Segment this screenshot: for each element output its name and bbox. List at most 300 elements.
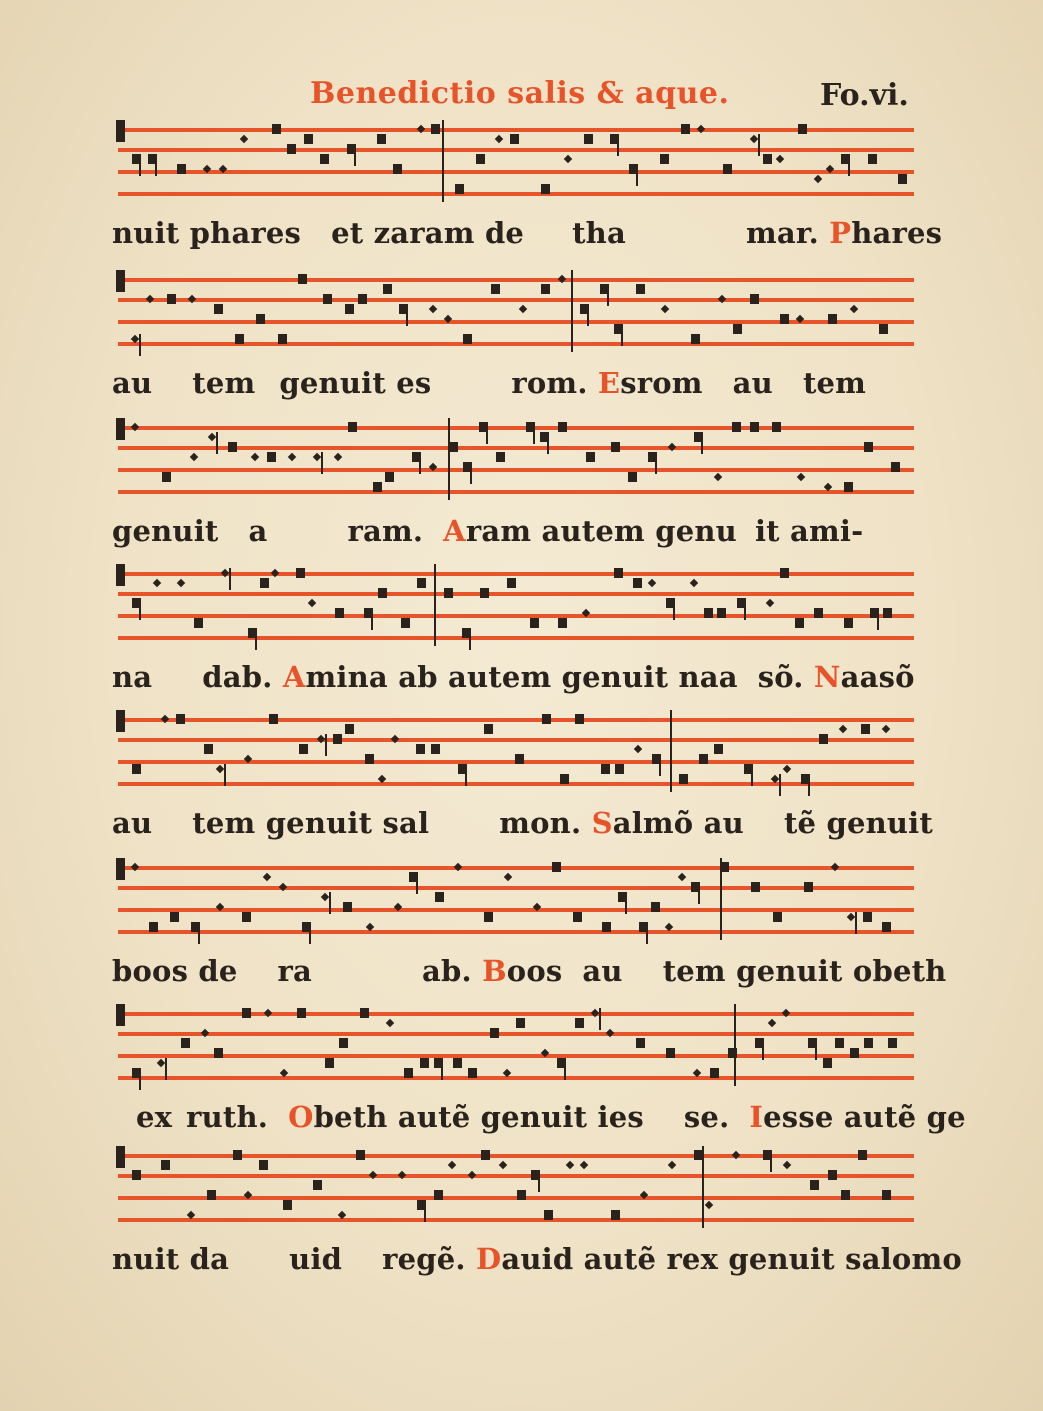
- neume: [768, 1019, 776, 1027]
- lyric-syllable: tẽ genuit: [783, 806, 933, 840]
- neume-stem: [625, 892, 627, 914]
- music-staff: [110, 858, 922, 948]
- neume-stem: [744, 598, 746, 620]
- lyric-line: [112, 216, 943, 250]
- neume: [516, 1018, 525, 1028]
- neume: [167, 294, 176, 304]
- neume: [287, 144, 296, 154]
- staff-line: [118, 128, 914, 132]
- neume: [751, 882, 760, 892]
- neume: [453, 1058, 462, 1068]
- neume: [435, 892, 444, 902]
- neume: [490, 1028, 499, 1038]
- neume: [278, 334, 287, 344]
- neume: [378, 775, 386, 783]
- neume: [558, 618, 567, 628]
- neume: [828, 1170, 837, 1180]
- staff-drawing: [110, 1146, 922, 1236]
- bar-line: [434, 564, 436, 646]
- neume: [404, 1068, 413, 1078]
- neume: [499, 1161, 507, 1169]
- neume-stem: [636, 164, 638, 186]
- neume-stem: [758, 134, 760, 156]
- neume: [714, 473, 722, 481]
- neume: [338, 1211, 346, 1219]
- staff-line: [118, 738, 914, 742]
- neume: [723, 164, 732, 174]
- bar-line: [571, 270, 573, 352]
- neume: [519, 305, 527, 313]
- neume-stem: [698, 882, 700, 904]
- neume: [763, 154, 772, 164]
- neume-stem: [646, 922, 648, 944]
- bar-line: [448, 418, 450, 500]
- neume: [888, 1038, 897, 1048]
- bar-line: [670, 710, 672, 792]
- neume: [242, 912, 251, 922]
- lyric-syllable: ab.: [422, 954, 472, 988]
- lyric-syllable: au: [732, 366, 773, 400]
- lyric-syllable: ram.: [347, 514, 424, 548]
- neume-stem: [815, 1038, 817, 1060]
- lyric-syllable: ex: [136, 1100, 173, 1134]
- clef-symbol: [116, 710, 125, 732]
- neume: [850, 305, 858, 313]
- neume-stem: [762, 1038, 764, 1060]
- neume: [386, 1019, 394, 1027]
- neume: [750, 422, 759, 432]
- neume-stem: [255, 628, 257, 650]
- rubric-initial: O: [288, 1100, 314, 1134]
- neume: [378, 588, 387, 598]
- neume: [681, 124, 690, 134]
- neume: [162, 472, 171, 482]
- neume: [694, 1150, 703, 1160]
- neume: [365, 754, 374, 764]
- neume: [771, 775, 779, 783]
- lyric-syllable: srom: [620, 366, 703, 400]
- neume: [431, 124, 440, 134]
- lyric-syllable: nuit da: [112, 1242, 230, 1276]
- neume: [157, 1059, 165, 1067]
- neume: [566, 1161, 574, 1169]
- lyric-syllable: boos de: [112, 954, 238, 988]
- neume: [804, 882, 813, 892]
- neume: [269, 714, 278, 724]
- neume-stem: [229, 568, 231, 590]
- lyric-syllable: tem genuit sal: [192, 806, 430, 840]
- neume-stem: [486, 422, 488, 444]
- lyric-syllable: nuit phares: [112, 216, 302, 250]
- staff-line: [118, 148, 914, 152]
- neume: [313, 1180, 322, 1190]
- neume: [611, 442, 620, 452]
- bar-line: [720, 858, 722, 940]
- neume: [214, 1048, 223, 1058]
- neume-stem: [416, 872, 418, 894]
- neume: [690, 579, 698, 587]
- neume: [420, 1058, 429, 1068]
- neume: [710, 1068, 719, 1078]
- neume: [824, 483, 832, 491]
- neume-stem: [354, 144, 356, 166]
- rubric-initial: B: [482, 954, 507, 988]
- neume: [510, 134, 519, 144]
- lyric-syllable: se.: [683, 1100, 730, 1134]
- staff-line: [118, 930, 914, 934]
- neume-stem: [547, 432, 549, 454]
- neume-stem: [139, 334, 141, 356]
- neume-stem: [139, 154, 141, 176]
- neume: [484, 724, 493, 734]
- neume: [882, 1190, 891, 1200]
- neume: [504, 873, 512, 881]
- neume: [636, 284, 645, 294]
- neume: [541, 184, 550, 194]
- neume: [345, 304, 354, 314]
- neume: [149, 922, 158, 932]
- staff-line: [118, 1054, 914, 1058]
- rubric-initial: A: [282, 660, 306, 694]
- neume: [177, 579, 185, 587]
- lyric-syllable: a: [248, 514, 268, 548]
- rubric-initial: D: [476, 1242, 502, 1276]
- staff-line: [118, 446, 914, 450]
- staff-line: [118, 636, 914, 640]
- lyric-syllable: genuit: [112, 514, 219, 548]
- neume-stem: [659, 754, 661, 776]
- neume: [242, 1008, 251, 1018]
- neume: [385, 472, 394, 482]
- lyric-line: [112, 1100, 966, 1134]
- staff-line: [118, 718, 914, 722]
- neume-stem: [533, 422, 535, 444]
- neume-stem: [139, 1068, 141, 1090]
- neume: [898, 174, 907, 184]
- staff-line: [118, 866, 914, 870]
- lyric-syllable: tem: [802, 366, 867, 400]
- lyric-line: [112, 366, 927, 400]
- neume: [636, 1038, 645, 1048]
- music-staff: [110, 1146, 922, 1236]
- neume: [783, 1161, 791, 1169]
- neume-stem: [419, 452, 421, 474]
- lyric-syllable: sõ.: [757, 660, 804, 694]
- lyric-syllable: et zaram de: [331, 216, 525, 250]
- neume: [153, 579, 161, 587]
- neume: [356, 1150, 365, 1160]
- neume: [858, 1150, 867, 1160]
- neume-stem: [848, 154, 850, 176]
- folio-number: Fo.vi.: [820, 78, 909, 113]
- neume-stem: [309, 922, 311, 944]
- neume: [575, 714, 584, 724]
- neume-stem: [198, 922, 200, 944]
- neume: [542, 714, 551, 724]
- neume-stem: [139, 598, 141, 620]
- staff-line: [118, 1032, 914, 1036]
- neume: [176, 714, 185, 724]
- neume: [651, 902, 660, 912]
- neume: [795, 618, 804, 628]
- neume: [797, 473, 805, 481]
- neume: [194, 618, 203, 628]
- neume: [401, 618, 410, 628]
- neume: [661, 305, 669, 313]
- neume: [615, 764, 624, 774]
- neume: [417, 578, 426, 588]
- neume: [233, 1150, 242, 1160]
- neume: [699, 754, 708, 764]
- neume: [495, 135, 503, 143]
- neume: [343, 902, 352, 912]
- neume: [660, 154, 669, 164]
- neume: [283, 1200, 292, 1210]
- neume: [260, 578, 269, 588]
- neume: [313, 453, 321, 461]
- lyric-syllable: ram autem genu: [465, 514, 737, 548]
- neume: [416, 744, 425, 754]
- rubric-initial: P: [829, 216, 852, 250]
- clef-symbol: [116, 120, 125, 142]
- neume: [835, 1038, 844, 1048]
- neume: [280, 1069, 288, 1077]
- neume-stem: [216, 432, 218, 454]
- neume-stem: [465, 764, 467, 786]
- lyric-syllable: tem genuit obeth: [662, 954, 947, 988]
- neume: [339, 1038, 348, 1048]
- staff-line: [118, 592, 914, 596]
- neume-stem: [406, 304, 408, 326]
- neume: [883, 608, 892, 618]
- staff-line: [118, 192, 914, 196]
- neume: [373, 482, 382, 492]
- neume: [573, 912, 582, 922]
- neume: [304, 134, 313, 144]
- neume: [772, 422, 781, 432]
- neume: [187, 1211, 195, 1219]
- neume-stem: [155, 154, 157, 176]
- staff-line: [118, 426, 914, 430]
- neume: [377, 134, 386, 144]
- neume: [383, 284, 392, 294]
- clef-symbol: [116, 418, 125, 440]
- neume: [750, 135, 758, 143]
- music-staff: [110, 1004, 922, 1094]
- neume: [358, 294, 367, 304]
- neume: [628, 472, 637, 482]
- neume: [541, 284, 550, 294]
- neume-stem: [599, 1008, 601, 1030]
- neume: [455, 184, 464, 194]
- neume: [131, 335, 139, 343]
- neume: [882, 922, 891, 932]
- neume: [732, 422, 741, 432]
- staff-drawing: [110, 270, 922, 360]
- neume: [517, 1190, 526, 1200]
- rubric-initial: I: [749, 1100, 764, 1134]
- bar-line: [734, 1004, 736, 1086]
- neume: [308, 599, 316, 607]
- neume: [272, 124, 281, 134]
- lyric-syllable: ra: [277, 954, 312, 988]
- clef-symbol: [116, 270, 125, 292]
- neume: [717, 608, 726, 618]
- staff-drawing: [110, 710, 922, 800]
- rubric-initial: E: [597, 366, 621, 400]
- neume: [481, 1150, 490, 1160]
- neume: [552, 862, 561, 872]
- neume-stem: [441, 1058, 443, 1080]
- lyric-syllable: tha: [572, 216, 626, 250]
- neume-stem: [621, 324, 623, 346]
- neume: [575, 1018, 584, 1028]
- lyric-line: [112, 514, 927, 548]
- neume: [208, 433, 216, 441]
- neume: [810, 1180, 819, 1190]
- staff-drawing: [110, 1004, 922, 1094]
- lyric-syllable: esse autẽ ge: [763, 1100, 966, 1134]
- staff-line: [118, 614, 914, 618]
- neume: [844, 618, 853, 628]
- staff-line: [118, 298, 914, 302]
- neume: [773, 912, 782, 922]
- neume: [560, 774, 569, 784]
- neume: [891, 462, 900, 472]
- lyric-syllable: au: [112, 806, 153, 840]
- neume: [181, 1038, 190, 1048]
- neume-stem: [808, 774, 810, 796]
- neume: [216, 765, 224, 773]
- neume: [296, 568, 305, 578]
- neume: [480, 588, 489, 598]
- neume: [714, 744, 723, 754]
- lyric-syllable: mon.: [499, 806, 582, 840]
- bar-line: [442, 120, 444, 202]
- staff-line: [118, 1174, 914, 1178]
- neume: [780, 314, 789, 324]
- neume: [321, 893, 329, 901]
- neume-stem: [673, 598, 675, 620]
- rubric-initial: N: [813, 660, 841, 694]
- neume: [256, 314, 265, 324]
- lyric-syllable: na: [112, 660, 153, 694]
- lyric-syllable: au: [582, 954, 623, 988]
- lyric-syllable: mar.: [745, 216, 819, 250]
- staff-drawing: [110, 120, 922, 210]
- neume: [449, 442, 458, 452]
- neume: [766, 599, 774, 607]
- neume: [879, 324, 888, 334]
- staff-line: [118, 320, 914, 324]
- neume: [776, 155, 784, 163]
- neume: [693, 1069, 701, 1077]
- lyric-syllable: it ami-: [754, 514, 864, 548]
- neume: [844, 482, 853, 492]
- staff-drawing: [110, 858, 922, 948]
- neume: [679, 774, 688, 784]
- clef-symbol: [116, 1146, 125, 1168]
- neume: [507, 578, 516, 588]
- neume: [564, 155, 572, 163]
- neume: [491, 284, 500, 294]
- neume-stem: [371, 608, 373, 630]
- neume-stem: [655, 452, 657, 474]
- neume: [448, 1161, 456, 1169]
- neume: [263, 873, 271, 881]
- neume: [476, 154, 485, 164]
- neume-stem: [877, 608, 879, 630]
- music-staff: [110, 710, 922, 800]
- lyric-line: [112, 1242, 962, 1276]
- neume: [847, 913, 855, 921]
- neume: [780, 568, 789, 578]
- clef-symbol: [116, 858, 125, 880]
- neume: [251, 453, 259, 461]
- lyric-syllable: regẽ.: [382, 1242, 466, 1276]
- neume-stem: [538, 1170, 540, 1192]
- neume-stem: [470, 462, 472, 484]
- neume: [558, 422, 567, 432]
- neume: [586, 452, 595, 462]
- neume-stem: [424, 1200, 426, 1222]
- neume: [348, 422, 357, 432]
- neume: [132, 764, 141, 774]
- neume: [614, 568, 623, 578]
- neume: [863, 912, 872, 922]
- staff-line: [118, 170, 914, 174]
- neume: [704, 608, 713, 618]
- neume: [228, 442, 237, 452]
- lyric-syllable: dab.: [202, 660, 273, 694]
- neume: [298, 274, 307, 284]
- lyric-line: [112, 806, 933, 840]
- lyric-line: [112, 660, 927, 694]
- neume: [584, 134, 593, 144]
- neume: [665, 923, 673, 931]
- neume-stem: [751, 764, 753, 786]
- staff-line: [118, 886, 914, 890]
- neume: [828, 314, 837, 324]
- neume: [161, 1160, 170, 1170]
- neume: [299, 744, 308, 754]
- staff-line: [118, 572, 914, 576]
- neume: [484, 912, 493, 922]
- neume: [132, 1170, 141, 1180]
- neume: [544, 1210, 553, 1220]
- neume: [288, 453, 296, 461]
- music-staff: [110, 120, 922, 210]
- staff-line: [118, 1012, 914, 1016]
- neume: [823, 1058, 832, 1068]
- neume-stem: [224, 764, 226, 786]
- neume: [214, 304, 223, 314]
- staff-drawing: [110, 564, 922, 654]
- neume: [666, 1048, 675, 1058]
- neume: [580, 1161, 588, 1169]
- music-staff: [110, 270, 922, 360]
- neume: [882, 725, 890, 733]
- neume: [814, 608, 823, 618]
- lyric-syllable: almõ au: [612, 806, 744, 840]
- neume: [850, 1048, 859, 1058]
- neume: [177, 164, 186, 174]
- bar-line: [702, 1146, 704, 1228]
- clef-symbol: [116, 1004, 125, 1026]
- neume-stem: [607, 284, 609, 306]
- staff-line: [118, 278, 914, 282]
- staff-line: [118, 1076, 914, 1080]
